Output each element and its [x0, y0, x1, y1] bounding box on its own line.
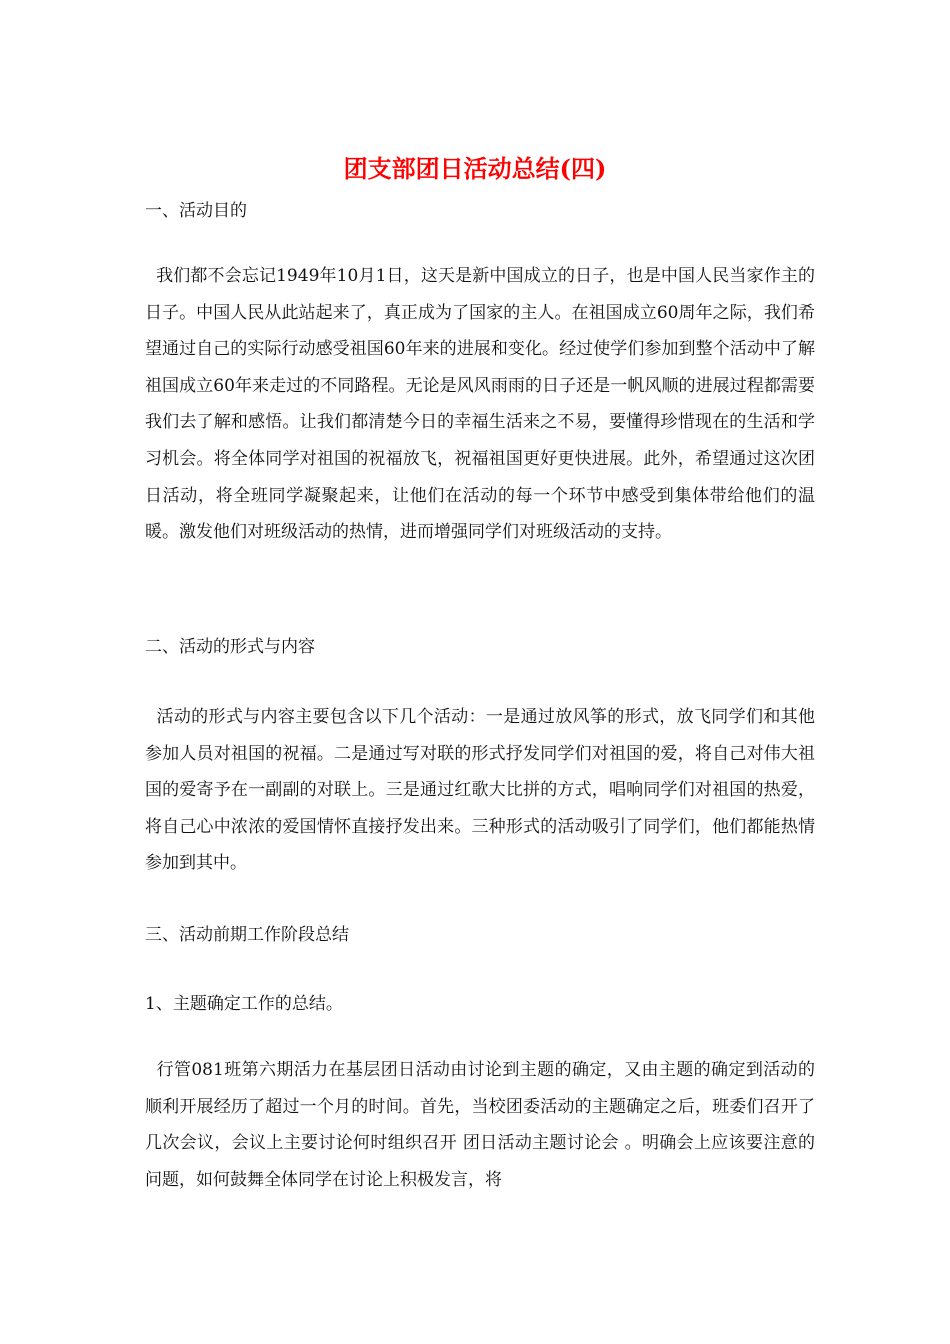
document-title: 团支部团日活动总结(四) [343, 154, 607, 183]
subsection-paragraph-theme: 行管081班第六期活力在基层团日活动由讨论到主题的确定，又由主题的确定到活动的顺利开展经历了超过一个月的时间。首先，当校团委活动的主题确定之后，班委们召开了几次会议，会议上主要讨论何时组织召开 团日活动主题讨论会 。明确会上应该要注意的问题，如何鼓舞全体同学在讨论上积极发言，将 [145, 1060, 815, 1190]
section-paragraph-purpose: 我们都不会忘记1949年10月1日，这天是新中国成立的日子，也是中国人民当家作主的日子。中国人民从此站起来了，真正成为了国家的主人。在祖国成立60周年之际，我们希望通过自己的实际行动感受祖国60年来的进展和变化。经过使学们参加到整个活动中了解祖国成立60年来走过的不同路程。无论是风风雨雨的日子还是一帆风顺的进展过程都需要我们去了解和感悟。让我们都清楚今日的幸福生活来之不易，要懂得珍惜现在的生活和学习机会。将全体同学对祖国的祝福放飞，祝福祖国更好更快进展。此外，希望通过这次团日活动，将全班同学凝聚起来，让他们在活动的每一个环节中感受到集体带给他们的温暖。激发他们对班级活动的热情，进而增强同学们对班级活动的支持。 [145, 266, 816, 543]
section-heading-preliminary-work: 三、活动前期工作阶段总结 [145, 925, 349, 945]
subsection-heading-theme: 1、主题确定工作的总结。 [145, 994, 343, 1014]
section-heading-purpose: 一、活动目的 [145, 201, 247, 221]
section-paragraph-form-content: 活动的形式与内容主要包含以下几个活动：一是通过放风筝的形式，放飞同学们和其他参加人员对祖国的祝福。二是通过写对联的形式抒发同学们对祖国的爱，将自己对伟大祖国的爱寄予在一副副的对联上。三是通过红歌大比拼的方式，唱响同学们对祖国的热爱，将自己心中浓浓的爱国情怀直接抒发出来。三种形式的活动吸引了同学们，他们都能热情参加到其中。 [145, 707, 815, 874]
section-heading-form-content: 二、活动的形式与内容 [145, 637, 315, 657]
